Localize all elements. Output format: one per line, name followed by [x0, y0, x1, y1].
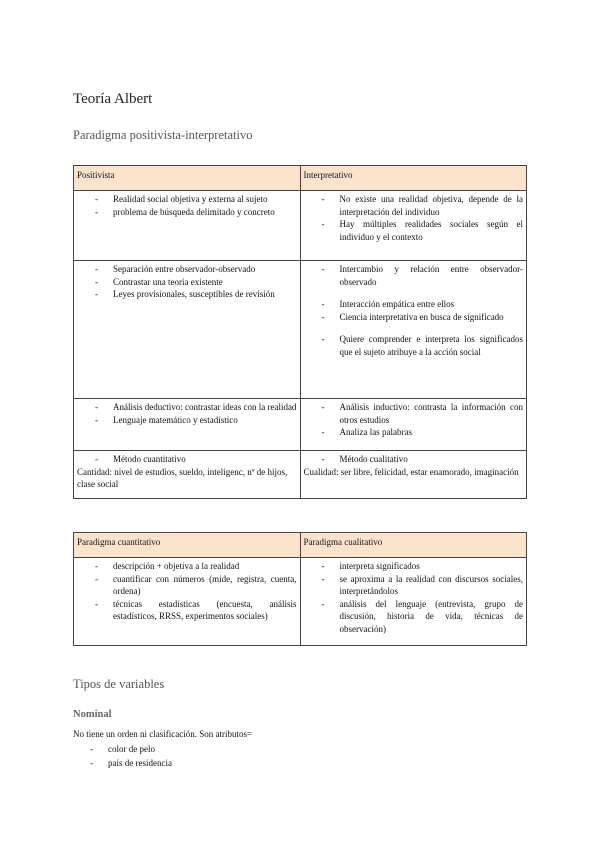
table-row: [74, 261, 527, 399]
paragraph-nominal: No tiene un orden ni clasificación. Son atributos=: [73, 729, 253, 739]
list-item: - problema de búsqueda delimitado y concreto: [95, 206, 297, 219]
paradigm-comparison-table: [73, 165, 527, 499]
cell-list: [77, 401, 297, 426]
list-item: - Hay múltiples realidades sociales según el individuo y el contexto: [322, 218, 524, 243]
list-item: - Método cualitativo: [322, 453, 524, 466]
cell-list: [304, 560, 524, 635]
list-item: - interpreta significados: [322, 560, 524, 573]
list-item: - descripción + objetiva a la realidad: [95, 560, 297, 573]
header-cuantitativo: Paradigma cuantitativo: [74, 533, 301, 558]
list-item: - se aproxima a la realidad con discursos sociales, interpretándolos: [322, 573, 524, 598]
table-row: [74, 191, 527, 261]
list-item: - Realidad social objetiva y externa al sujeto: [95, 193, 297, 206]
list-item: - Separación entre observador-observado: [95, 263, 297, 276]
page-title: Teoría Albert: [73, 91, 153, 107]
table-row: [74, 451, 527, 499]
table-header-row: [74, 166, 527, 191]
list-item: - Ciencia interpretativa en busca de significado: [322, 311, 524, 324]
nominal-examples-list: [90, 742, 172, 770]
list-item: - Análisis deductivo: contrastar ideas con la realidad: [95, 401, 297, 414]
table-cell: [300, 191, 527, 261]
table-cell: [74, 451, 301, 499]
table-cell: [74, 399, 301, 451]
cell-list: [77, 263, 297, 301]
table-row: [74, 399, 527, 451]
table-cell: [300, 261, 527, 399]
header-interpretativo: Interpretativo: [300, 166, 527, 191]
list-item: - Intercambio y relación entre observador-observado: [322, 263, 524, 288]
list-item: - técnicas estadísticas (encuesta, análisis estadísticos, RRSS, experimentos sociales): [95, 598, 297, 623]
cell-list: [304, 401, 524, 439]
table-cell: [300, 451, 527, 499]
table-header-row: [74, 533, 527, 558]
table-cell: [300, 399, 527, 451]
cell-text: Cualidad: ser libre, felicidad, estar enamorado, imaginación: [303, 466, 519, 477]
table-cell: [74, 558, 301, 646]
list-item: - Analiza las palabras: [322, 426, 524, 439]
cell-list: [77, 560, 297, 623]
list-item: - No existe una realidad objetiva, depende de la interpretación del individuo: [322, 193, 524, 218]
header-cualitativo: Paradigma cualitativo: [300, 533, 527, 558]
list-item: - Quiere comprender e interpreta los significados que el sujeto atribuye a la acción social: [322, 333, 524, 358]
table-cell: [74, 191, 301, 261]
list-item: - Contrastar una teoría existente: [95, 276, 297, 289]
list-item: - color de pelo: [90, 742, 172, 756]
cell-text: Cantidad: nivel de estudios, sueldo, inteligenc, nº de hijos, clase social: [77, 466, 288, 489]
list-item: - análisis del lenguaje (entrevista, grupo de discusión, historia de vida, técnicas de observación): [322, 598, 524, 636]
list-item: - Lenguaje matemático y estadístico: [95, 414, 297, 427]
cell-list: [77, 193, 297, 218]
list-item: - Método cuantitativo: [95, 453, 297, 466]
section-heading-paradigma: Paradigma positivista-interpretativo: [73, 128, 253, 142]
cell-list: [304, 263, 524, 358]
table-cell: [74, 261, 301, 399]
table-row: [74, 558, 527, 646]
header-positivista: Positivista: [74, 166, 301, 191]
list-item: - Leyes provisionales, susceptibles de revisión: [95, 288, 297, 301]
list-item: - Interacción empática entre ellos: [322, 298, 524, 311]
section-heading-variables: Tipos de variables: [73, 677, 165, 691]
cell-list: [304, 193, 524, 243]
paradigm-methods-table: [73, 532, 527, 646]
cell-list: [77, 453, 297, 466]
list-item: - cuantificar con números (mide, registra, cuenta, ordena): [95, 573, 297, 598]
list-item: - Análisis inductivo: contrasta la información con otros estudios: [322, 401, 524, 426]
cell-list: [304, 453, 524, 466]
subheading-nominal: Nominal: [73, 709, 112, 720]
table-cell: [300, 558, 527, 646]
list-item: - país de residencia: [90, 756, 172, 770]
